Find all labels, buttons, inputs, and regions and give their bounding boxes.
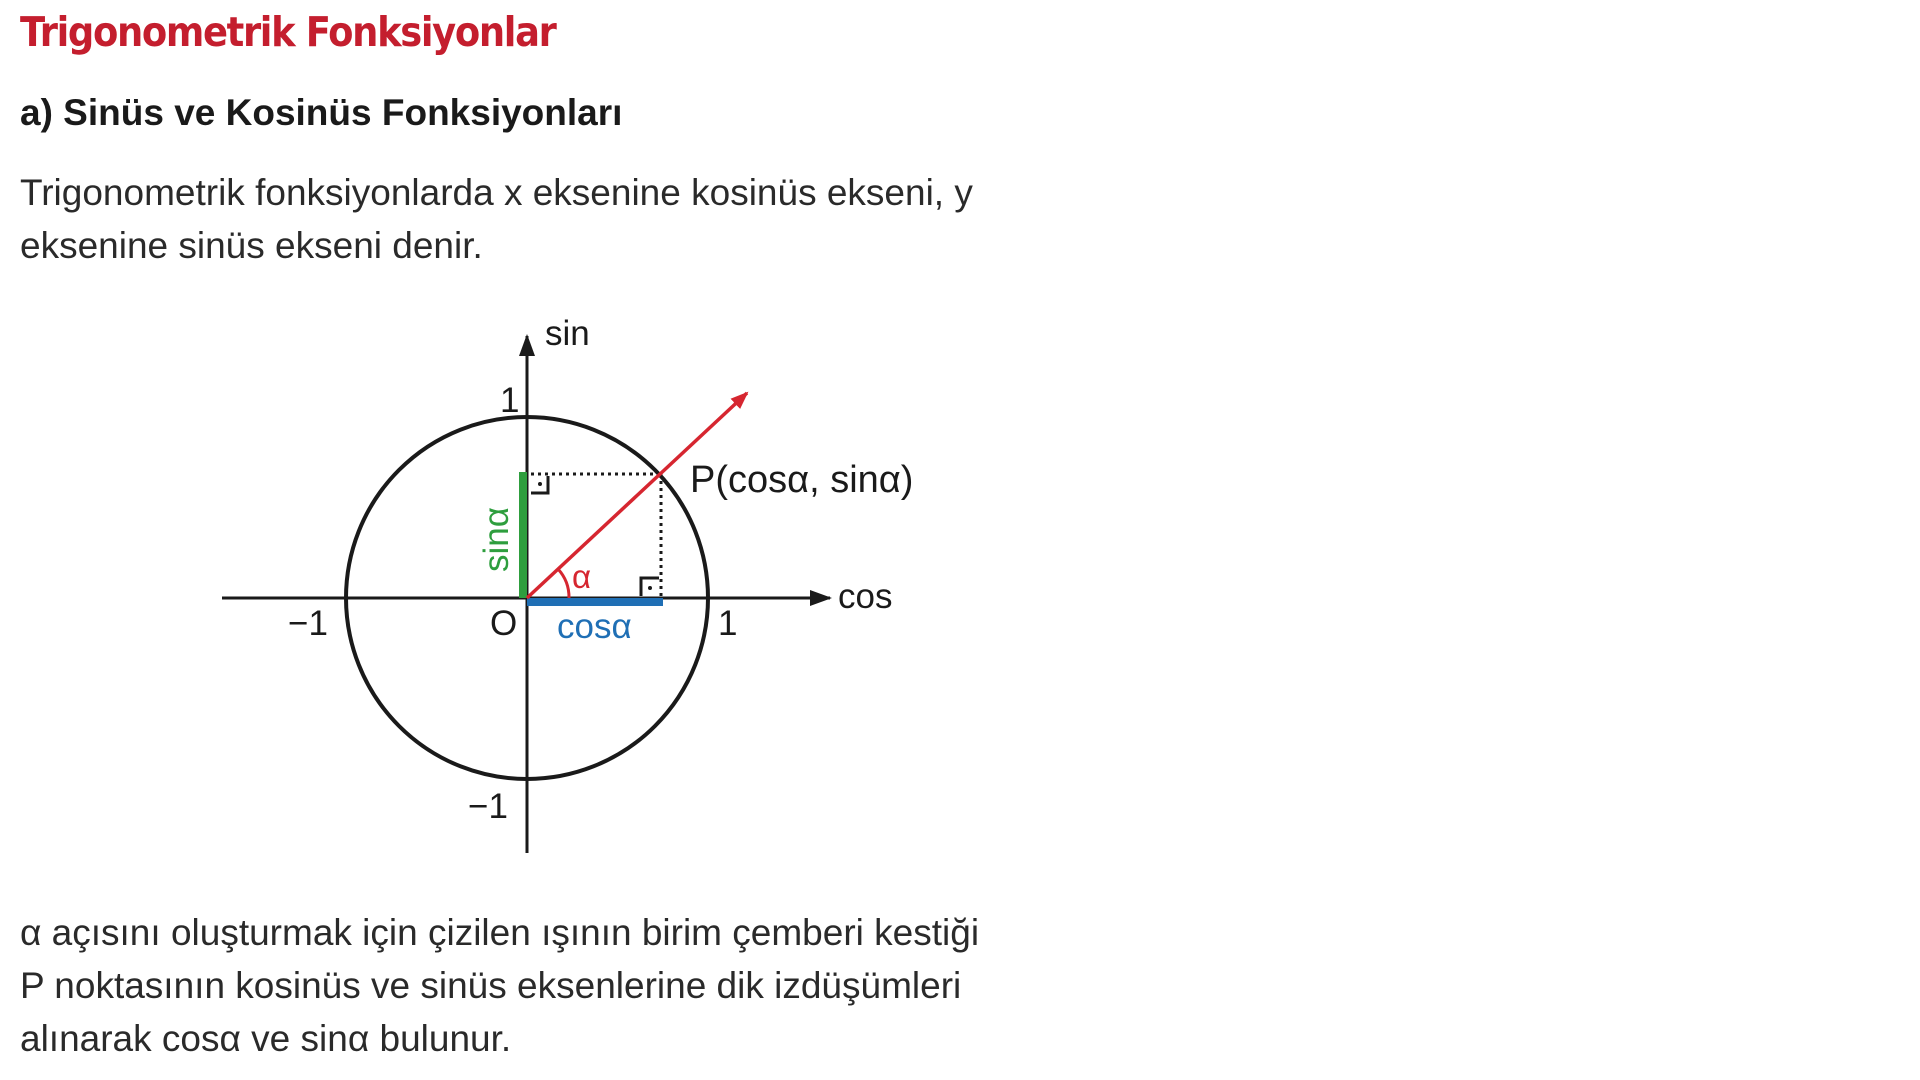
tick-y-neg: −1 [468,787,508,826]
tick-y-pos: 1 [500,381,520,420]
section-heading: a) Sinüs ve Kosinüs Fonksiyonları [20,92,623,133]
right-angle-dot [538,482,542,486]
tick-x-pos: 1 [718,604,738,643]
cos-alpha-label: cosα [557,607,632,646]
intro-line: Trigonometrik fonksiyonlarda x eksenine kosinüs ekseni, y [20,172,973,213]
page-title: Trigonometrik Fonksiyonlar [20,8,556,56]
sin-alpha-label: sinα [477,507,516,572]
explanation-paragraph [20,906,979,1065]
right-angle-dot [648,586,652,590]
angle-arc [558,569,569,598]
sin-axis-label: sin [545,314,590,353]
explanation-line: P noktasının kosinüs ve sinüs eksenlerine dik izdüşümleri [20,965,962,1006]
intro-line: eksenine sinüs ekseni denir. [20,225,483,266]
tick-x-neg: −1 [288,604,328,643]
explanation-line: α açısını oluşturmak için çizilen ışının birim çemberi kestiği [20,912,980,953]
explanation-line: alınarak cosα ve sinα bulunur. [20,1018,512,1059]
point-label: P(cosα, sinα) [690,459,914,501]
cos-axis-label: cos [838,577,893,616]
angle-label: α [572,558,592,595]
origin-label: O [490,604,518,643]
